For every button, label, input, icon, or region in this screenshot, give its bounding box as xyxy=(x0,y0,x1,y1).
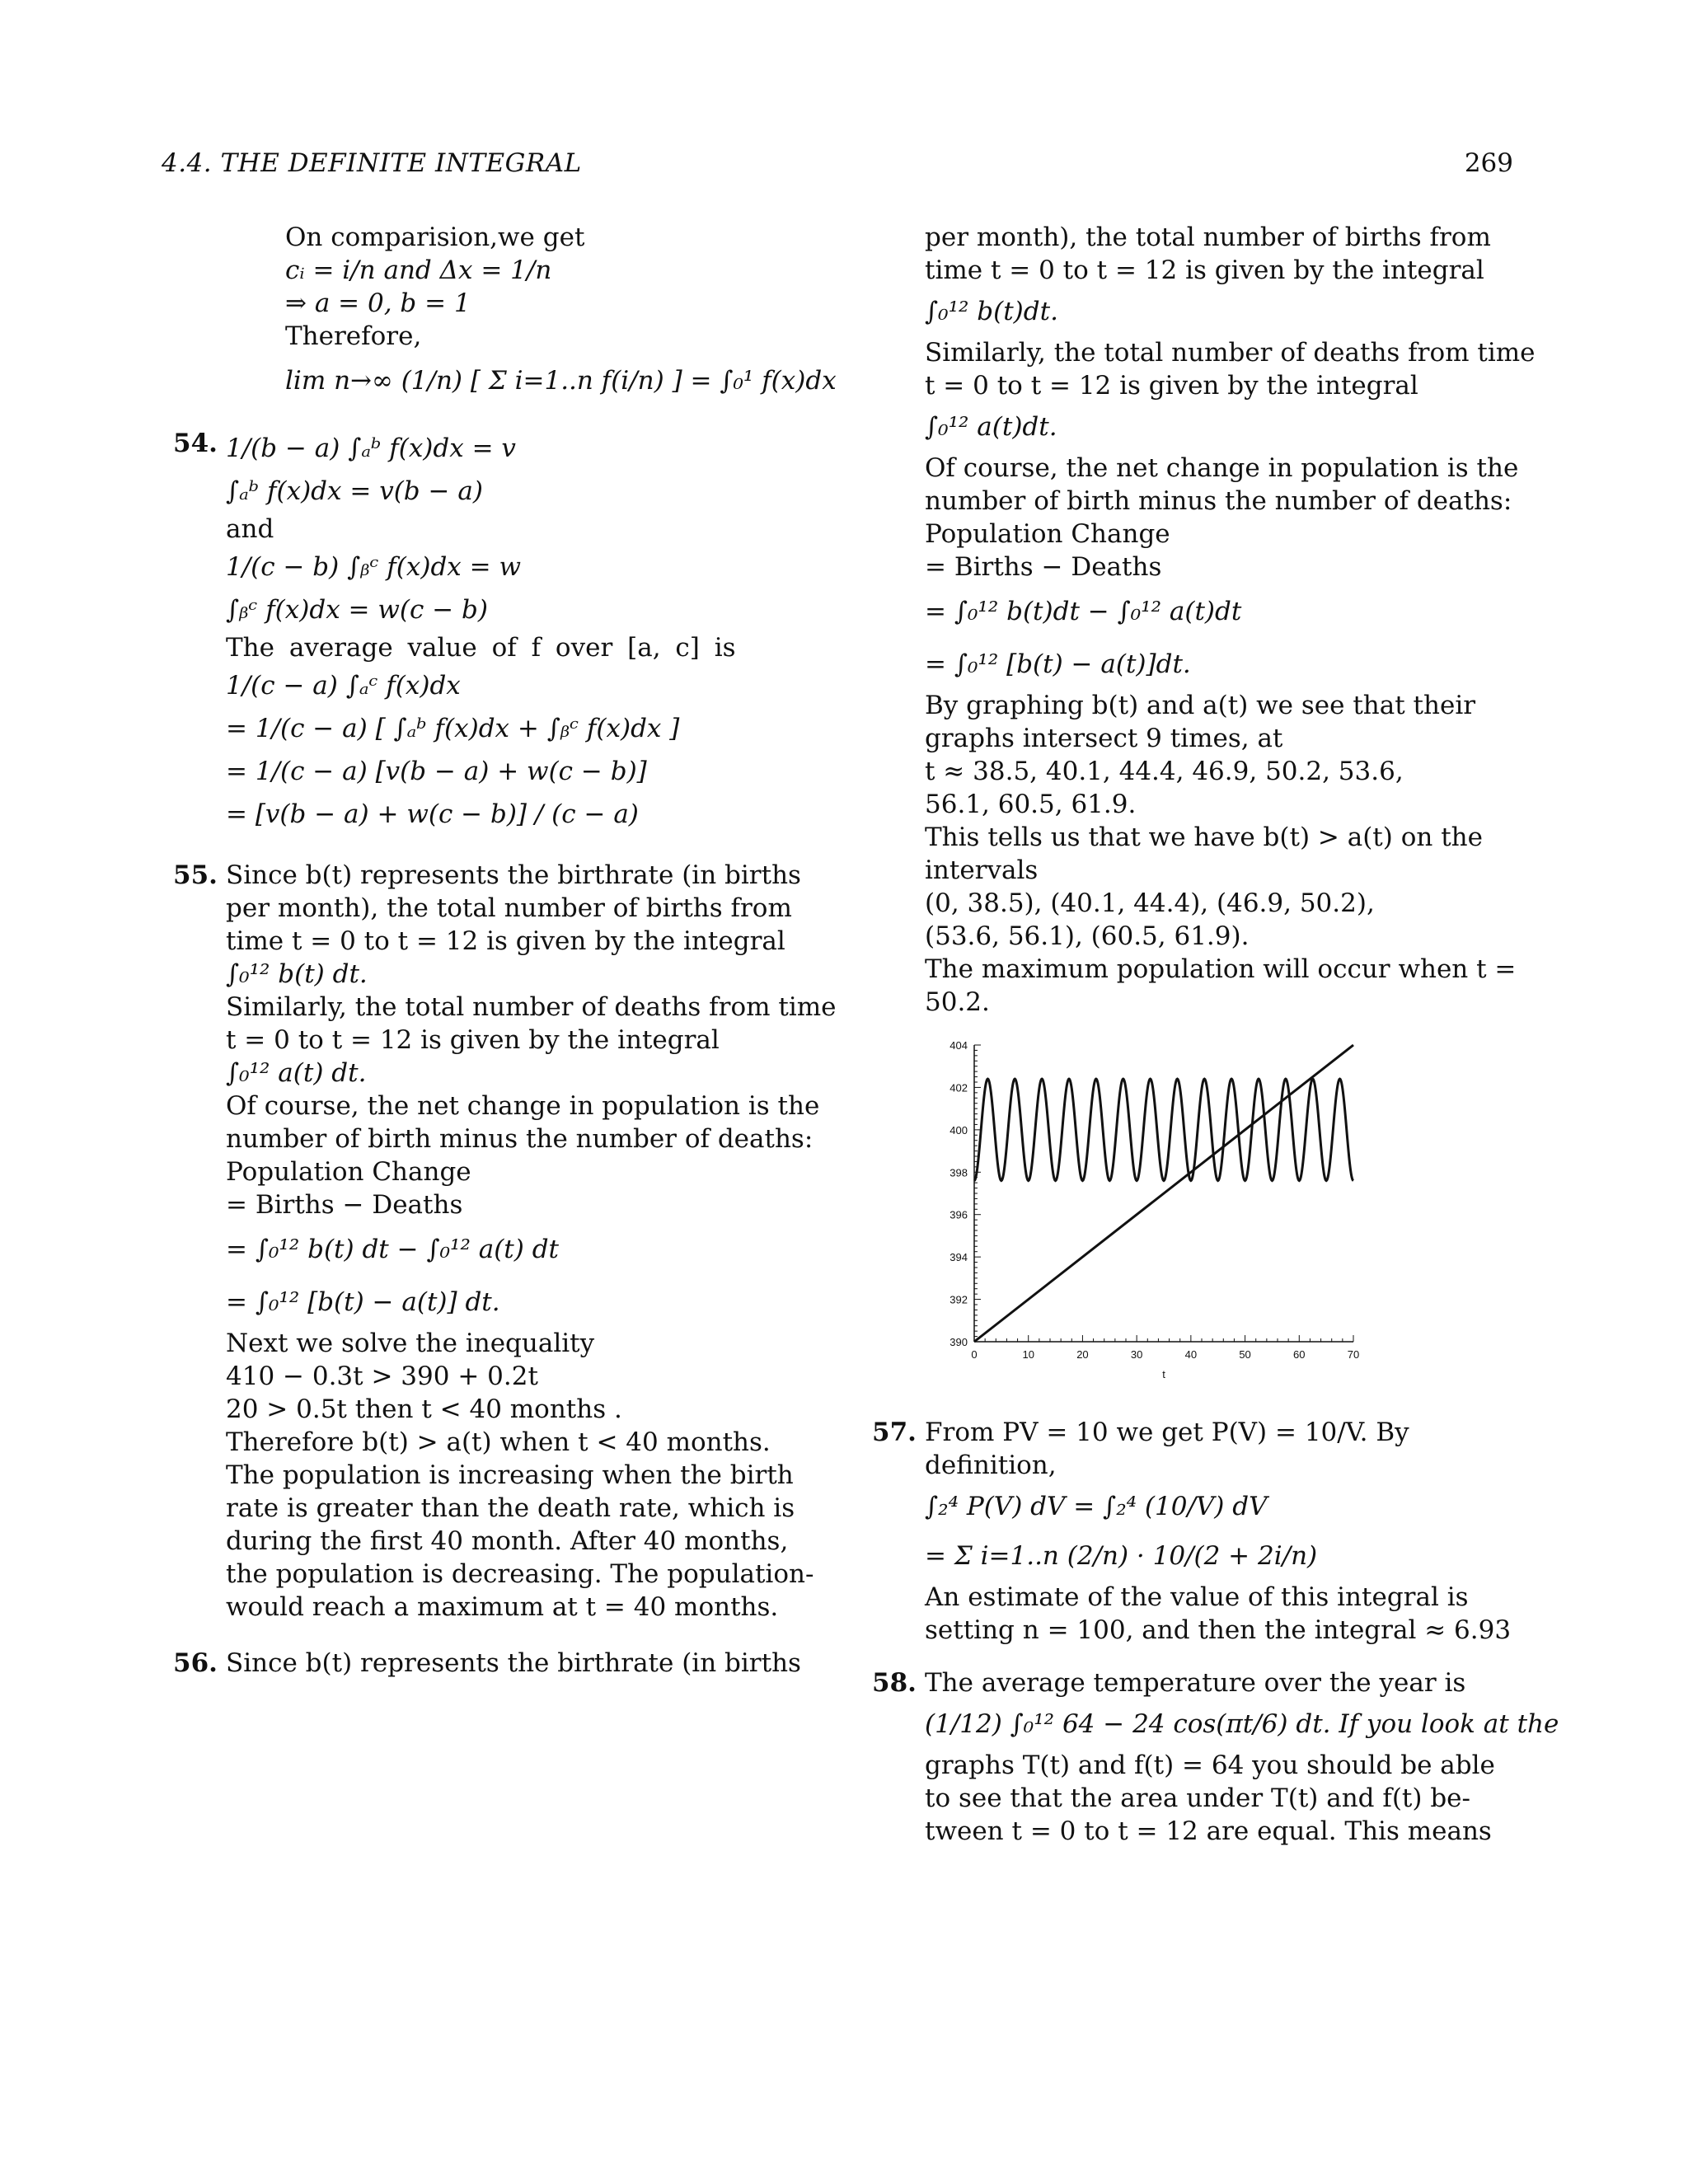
problem-number: 55. xyxy=(173,860,218,890)
text-line: Therefore b(t) > a(t) when t < 40 months. xyxy=(226,1427,771,1457)
text-line: graphs intersect 9 times, at xyxy=(925,724,1283,753)
text-line: Of course, the net change in population is the xyxy=(226,1091,820,1121)
text-line: would reach a maximum at t = 40 months. xyxy=(226,1592,779,1622)
math-line: ∫₀¹² b(t) dt. xyxy=(226,959,368,989)
page-number: 269 xyxy=(1464,148,1513,178)
math-line: = ∫₀¹² [b(t) − a(t)]dt. xyxy=(925,649,1191,679)
text-line: The maximum population will occur when t = xyxy=(925,954,1517,984)
right-column xyxy=(872,221,1559,1848)
population-chart xyxy=(941,1037,1477,1391)
text-line: An estimate of the value of this integral is xyxy=(925,1582,1469,1612)
text-line: 410 − 0.3t > 390 + 0.2t xyxy=(226,1361,538,1391)
text-line: per month), the total number of births from xyxy=(226,893,792,923)
problem-54 xyxy=(162,427,788,836)
text-line: t ≈ 38.5, 40.1, 44.4, 46.9, 50.2, 53.6, xyxy=(925,757,1404,786)
y-tick-label: 392 xyxy=(950,1293,968,1306)
x-tick-label: 0 xyxy=(971,1348,978,1361)
math-line: = ∫₀¹² b(t) dt − ∫₀¹² a(t) dt xyxy=(226,1235,560,1264)
x-tick-label: 60 xyxy=(1293,1348,1306,1361)
left-column xyxy=(162,221,837,1680)
y-tick-label: 404 xyxy=(950,1039,968,1052)
series-linear-line xyxy=(974,1045,1353,1342)
text-line: From PV = 10 we get P(V) = 10/V. By xyxy=(925,1418,1409,1447)
text-line: The average temperature over the year is xyxy=(925,1668,1466,1698)
text-line: time t = 0 to t = 12 is given by the integral xyxy=(925,255,1484,285)
x-tick-label: 50 xyxy=(1239,1348,1251,1361)
math-line: 1/(c − b) ∫ᵦᶜ f(x)dx = w xyxy=(226,552,521,582)
text-line: Population Change xyxy=(226,1157,471,1187)
math-line: ∫₂⁴ P(V) dV = ∫₂⁴ (10/V) dV xyxy=(925,1492,1268,1521)
text-line: per month), the total number of births from xyxy=(925,223,1491,252)
text-line: rate is greater than the death rate, which is xyxy=(226,1493,795,1523)
math-line: = ∫₀¹² b(t)dt − ∫₀¹² a(t)dt xyxy=(925,597,1242,626)
math-line: 1/(c − a) ∫ₐᶜ f(x)dx xyxy=(226,671,461,701)
text-line: t = 0 to t = 12 is given by the integral xyxy=(226,1025,720,1055)
chart-svg xyxy=(941,1037,1403,1383)
series-oscillating-line xyxy=(974,1079,1353,1180)
text-line: during the first 40 month. After 40 months, xyxy=(226,1526,789,1556)
math-line: = [v(b − a) + w(c − b)] / (c − a) xyxy=(226,799,639,829)
text-line: 56.1, 60.5, 61.9. xyxy=(925,790,1137,819)
text-line: setting n = 100, and then the integral ≈ 6.93 xyxy=(925,1615,1512,1645)
math-line: ∫₀¹² a(t) dt. xyxy=(226,1058,367,1088)
y-tick-label: 400 xyxy=(950,1123,968,1137)
text-line: Therefore, xyxy=(285,321,422,351)
text-line: t = 0 to t = 12 is given by the integral xyxy=(925,371,1418,401)
text-line: Since b(t) represents the birthrate (in births xyxy=(226,1648,801,1678)
text-line: By graphing b(t) and a(t) we see that their xyxy=(925,691,1476,720)
math-line: = Σ i=1..n (2/n) · 10/(2 + 2i/n) xyxy=(925,1541,1318,1571)
math-line: = 1/(c − a) [v(b − a) + w(c − b)] xyxy=(226,757,647,786)
text-line: 20 > 0.5t then t < 40 months . xyxy=(226,1394,622,1424)
text-line: = Births − Deaths xyxy=(925,552,1162,582)
y-tick-label: 398 xyxy=(950,1166,968,1179)
text-line: number of birth minus the number of deaths: xyxy=(226,1124,814,1154)
math-line: = 1/(c − a) [ ∫ₐᵇ f(x)dx + ∫ᵦᶜ f(x)dx ] xyxy=(226,714,680,743)
text-line: Since b(t) represents the birthrate (in births xyxy=(226,860,801,890)
text-line: Similarly, the total number of deaths from time xyxy=(226,992,837,1022)
running-header: 4.4. THE DEFINITE INTEGRAL xyxy=(162,148,582,178)
text-line: definition, xyxy=(925,1451,1057,1480)
text-line: and xyxy=(226,514,274,544)
problem-57 xyxy=(860,1416,1512,1647)
x-tick-label: 70 xyxy=(1347,1348,1360,1361)
text-line: time t = 0 to t = 12 is given by the integral xyxy=(226,926,785,956)
text-line: Similarly, the total number of deaths from time xyxy=(925,338,1536,368)
y-tick-label: 396 xyxy=(950,1208,968,1221)
y-tick-label: 390 xyxy=(950,1336,968,1348)
text-line: Next we solve the inequality xyxy=(226,1329,595,1358)
math-line: ∫ᵦᶜ f(x)dx = w(c − b) xyxy=(226,595,488,625)
x-tick-label: 30 xyxy=(1130,1348,1143,1361)
x-tick-label: 10 xyxy=(1022,1348,1034,1361)
math-line: ∫₀¹² b(t)dt. xyxy=(925,297,1058,326)
math-line: = ∫₀¹² [b(t) − a(t)] dt. xyxy=(226,1287,500,1317)
x-axis-label: t xyxy=(1162,1368,1165,1380)
limit-equation: lim n→∞ (1/n) [ Σ i=1..n f(i/n) ] = ∫₀¹ f(x)dx xyxy=(285,366,837,396)
text-line: 50.2. xyxy=(925,987,990,1017)
math-line: cᵢ = i/n and Δx = 1/n xyxy=(285,255,552,285)
math-line: 1/(b − a) ∫ₐᵇ f(x)dx = v xyxy=(226,434,516,463)
text-line: (53.6, 56.1), (60.5, 61.9). xyxy=(925,921,1250,951)
text-line: number of birth minus the number of deaths: xyxy=(925,486,1512,516)
text-line: Population Change xyxy=(925,519,1170,549)
intro-block xyxy=(162,221,837,409)
math-line: ∫ₐᵇ f(x)dx = v(b − a) xyxy=(226,476,483,506)
text-line: This tells us that we have b(t) > a(t) on the xyxy=(925,823,1483,852)
math-line: ∫₀¹² a(t)dt. xyxy=(925,412,1057,442)
text-line: (0, 38.5), (40.1, 44.4), (46.9, 50.2), xyxy=(925,888,1375,918)
math-line: ⇒ a = 0, b = 1 xyxy=(285,288,471,318)
x-tick-label: 40 xyxy=(1184,1348,1198,1361)
text-line: Of course, the net change in population is the xyxy=(925,453,1519,483)
problem-number: 54. xyxy=(173,429,218,458)
y-tick-label: 394 xyxy=(950,1251,968,1264)
text-line: to see that the area under T(t) and f(t) be- xyxy=(925,1783,1471,1813)
problem-number: 58. xyxy=(872,1668,917,1698)
y-tick-label: 402 xyxy=(950,1081,968,1094)
text-line: graphs T(t) and f(t) = 64 you should be able xyxy=(925,1750,1495,1780)
text-line: On comparision,we get xyxy=(285,223,585,252)
text-line: The population is increasing when the birth xyxy=(226,1460,794,1490)
text-line: The average value of f over [a, c] is xyxy=(226,633,736,663)
problem-56-start xyxy=(162,1647,801,1680)
problem-58 xyxy=(860,1666,1559,1848)
text-line: the population is decreasing. The population- xyxy=(226,1559,814,1589)
problem-number: 57. xyxy=(872,1418,917,1447)
x-tick-label: 20 xyxy=(1076,1348,1089,1361)
problem-56-continued xyxy=(925,221,1536,1019)
problem-55 xyxy=(162,859,837,1624)
problem-number: 56. xyxy=(173,1648,218,1678)
text-line: intervals xyxy=(925,855,1039,885)
text-line: = Births − Deaths xyxy=(226,1190,463,1220)
math-line: (1/12) ∫₀¹² 64 − 24 cos(πt/6) dt. If you look at the xyxy=(925,1709,1559,1739)
text-line: tween t = 0 to t = 12 are equal. This means xyxy=(925,1816,1492,1846)
